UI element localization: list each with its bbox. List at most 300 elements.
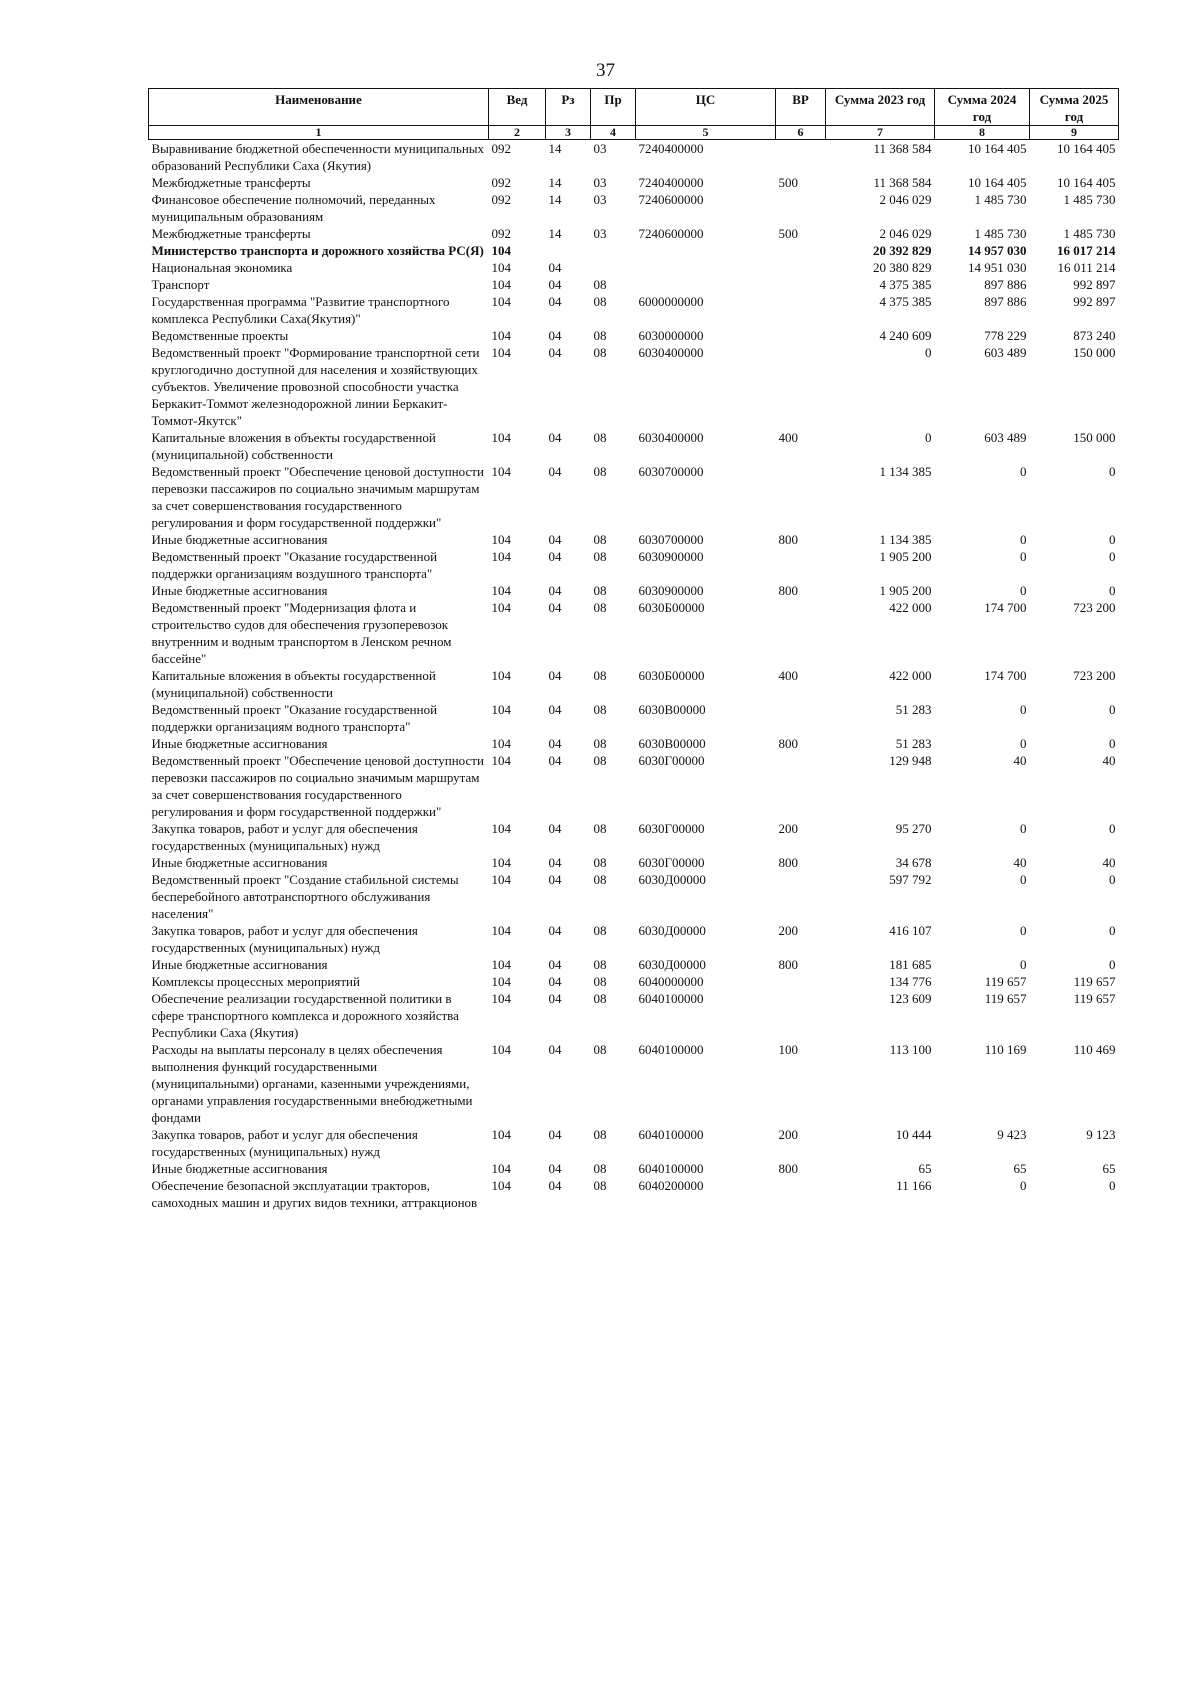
row-cs: 6040100000: [638, 991, 704, 1006]
row-ved: 104: [491, 1127, 511, 1142]
row-sum-2025: 110 469: [1073, 1042, 1116, 1057]
row-rz: 04: [548, 345, 562, 360]
row-sum-2024: 14 951 030: [968, 260, 1027, 275]
row-rz: 04: [548, 260, 562, 275]
row-name: Ведомственный проект "Модернизация флота и строительство судов для обеспечения грузоперевозок внутренним и водным транспортом в Ленском речном бассейне": [151, 600, 452, 666]
row-rz: 04: [548, 923, 562, 938]
row-name: Закупка товаров, работ и услуг для обеспечения государственных (муниципальных) нужд: [151, 821, 418, 853]
row-sum-2023: 0: [925, 345, 932, 360]
row-sum-2024: 0: [1020, 821, 1027, 836]
row-sum-2023: 134 776: [889, 974, 932, 989]
row-sum-2024: 10 164 405: [968, 141, 1027, 156]
row-vr: [776, 973, 826, 990]
row-rz: [546, 242, 591, 259]
row-name: Финансовое обеспечение полномочий, переданных муниципальным образованиям: [151, 192, 436, 224]
row-vr: [776, 1177, 826, 1211]
row-pr: 08: [593, 328, 607, 343]
col-number: 3: [546, 126, 591, 140]
row-sum-2023: 0: [925, 430, 932, 445]
row-pr: 08: [593, 464, 607, 479]
row-pr: 08: [593, 957, 607, 972]
table-row: [149, 242, 1119, 259]
row-sum-2023: 11 166: [896, 1178, 932, 1193]
row-name: Ведомственный проект "Формирование транспортной сети круглогодично доступной для населения и хозяйствующих субъектов. Увеличение провозной способности участка Беркакит-Томмот железнодорожной линии Беркакит-Томмот-Якутск": [151, 345, 480, 428]
row-sum-2024: 1 485 730: [974, 226, 1027, 241]
row-pr: 08: [593, 430, 607, 445]
row-ved: 104: [491, 583, 511, 598]
row-vr: 800: [778, 583, 798, 598]
row-sum-2023: 4 240 609: [879, 328, 932, 343]
row-sum-2023: 1 134 385: [879, 532, 932, 547]
row-cs: 6030Д00000: [638, 957, 706, 972]
table-row: [149, 735, 1119, 752]
row-sum-2023: 422 000: [889, 668, 932, 683]
row-sum-2025: 40: [1102, 753, 1116, 768]
row-pr: 08: [593, 736, 607, 751]
row-vr: 200: [778, 1127, 798, 1142]
row-sum-2024: 0: [1020, 872, 1027, 887]
row-sum-2025: 150 000: [1073, 430, 1116, 445]
row-cs: 6030900000: [638, 583, 704, 598]
row-vr: 800: [778, 736, 798, 751]
row-rz: 04: [548, 855, 562, 870]
row-sum-2024: 40: [1013, 753, 1027, 768]
row-sum-2025: 16 017 214: [1057, 243, 1116, 258]
row-ved: 092: [491, 141, 511, 156]
table-row: [149, 990, 1119, 1041]
row-vr: 800: [778, 957, 798, 972]
row-ved: 104: [491, 328, 511, 343]
col-header-sum-2024: Сумма 2024 год: [935, 89, 1030, 126]
row-ved: 104: [491, 1161, 511, 1176]
row-name: Иные бюджетные ассигнования: [151, 1161, 328, 1176]
row-vr: [776, 327, 826, 344]
row-sum-2025: 992 897: [1073, 277, 1116, 292]
row-vr: [776, 191, 826, 225]
row-sum-2023: 4 375 385: [879, 277, 932, 292]
row-name: Министерство транспорта и дорожного хозяйства РС(Я): [151, 243, 484, 258]
row-cs: [636, 276, 776, 293]
row-name: Иные бюджетные ассигнования: [151, 532, 328, 547]
row-cs: 6030Г00000: [638, 753, 705, 768]
row-ved: 104: [491, 668, 511, 683]
row-ved: 092: [491, 226, 511, 241]
table-header-row: [149, 89, 1119, 126]
row-sum-2025: 0: [1109, 923, 1116, 938]
col-header-sum-2025: Сумма 2025 год: [1030, 89, 1119, 126]
col-number: 4: [591, 126, 636, 140]
row-sum-2025: 0: [1109, 957, 1116, 972]
table-row: [149, 1126, 1119, 1160]
row-ved: 104: [491, 821, 511, 836]
row-rz: 04: [548, 821, 562, 836]
row-rz: 04: [548, 430, 562, 445]
row-name: Иные бюджетные ассигнования: [151, 736, 328, 751]
page-number: 37: [596, 60, 615, 81]
table-body: [149, 140, 1119, 1212]
table-row: [149, 225, 1119, 242]
col-header-rz: Рз: [546, 89, 591, 126]
row-name: Межбюджетные трансферты: [151, 226, 311, 241]
row-sum-2025: 119 657: [1073, 991, 1116, 1006]
row-cs: 6040100000: [638, 1127, 704, 1142]
row-sum-2024: 119 657: [984, 991, 1027, 1006]
row-rz: 04: [548, 872, 562, 887]
row-vr: 400: [778, 430, 798, 445]
row-sum-2023: 20 380 829: [873, 260, 932, 275]
col-number: 5: [636, 126, 776, 140]
table-row: [149, 667, 1119, 701]
row-sum-2023: 11 368 584: [873, 141, 932, 156]
row-ved: 104: [491, 974, 511, 989]
row-rz: 04: [548, 1042, 562, 1057]
row-sum-2024: 0: [1020, 464, 1027, 479]
row-sum-2025: 0: [1109, 464, 1116, 479]
table-row: [149, 1160, 1119, 1177]
row-name: Комплексы процессных мероприятий: [151, 974, 360, 989]
row-vr: 200: [778, 923, 798, 938]
row-name: Межбюджетные трансферты: [151, 175, 311, 190]
row-sum-2024: 603 489: [984, 430, 1027, 445]
row-name: Ведомственный проект "Обеспечение ценовой доступности перевозки пассажиров по социально значимым маршрутам за счет совершенствования государственного регулирования и форм государственной поддержки": [151, 464, 484, 530]
row-cs: 6030В00000: [638, 702, 706, 717]
row-name: Иные бюджетные ассигнования: [151, 957, 328, 972]
row-cs: 6040100000: [638, 1161, 704, 1176]
row-sum-2025: 0: [1109, 872, 1116, 887]
table-row: [149, 582, 1119, 599]
row-sum-2024: 40: [1013, 855, 1027, 870]
row-name: Обеспечение реализации государственной политики в сфере транспортного комплекса и дорожного хозяйства Республики Саха (Якутия): [151, 991, 459, 1040]
table-row: [149, 140, 1119, 175]
row-sum-2024: 778 229: [984, 328, 1027, 343]
row-pr: 08: [593, 702, 607, 717]
row-pr: 08: [593, 277, 607, 292]
row-pr: 08: [593, 549, 607, 564]
row-vr: 500: [778, 175, 798, 190]
col-header-pr: Пр: [591, 89, 636, 126]
row-sum-2023: 113 100: [889, 1042, 932, 1057]
row-vr: 800: [778, 855, 798, 870]
row-rz: 04: [548, 974, 562, 989]
row-pr: 08: [593, 821, 607, 836]
row-rz: 14: [548, 141, 562, 156]
row-sum-2024: 0: [1020, 583, 1027, 598]
row-rz: 04: [548, 464, 562, 479]
row-name: Обеспечение безопасной эксплуатации тракторов, самоходных машин и других видов техники, аттракционов: [151, 1178, 478, 1210]
row-pr: 08: [593, 991, 607, 1006]
row-sum-2025: 0: [1109, 1178, 1116, 1193]
row-pr: 08: [593, 1161, 607, 1176]
row-rz: 04: [548, 1178, 562, 1193]
table-row: [149, 854, 1119, 871]
table-row: [149, 701, 1119, 735]
row-vr: [776, 463, 826, 531]
row-pr: 08: [593, 294, 607, 309]
table-row: [149, 191, 1119, 225]
row-vr: [776, 599, 826, 667]
col-header-ved: Вед: [489, 89, 546, 126]
row-ved: 104: [491, 872, 511, 887]
row-sum-2023: 1 134 385: [879, 464, 932, 479]
row-sum-2024: 65: [1013, 1161, 1027, 1176]
row-ved: 104: [491, 702, 511, 717]
row-sum-2024: 1 485 730: [974, 192, 1027, 207]
col-number: 2: [489, 126, 546, 140]
row-name: Иные бюджетные ассигнования: [151, 855, 328, 870]
row-vr: [776, 548, 826, 582]
row-ved: 104: [491, 957, 511, 972]
row-ved: 104: [491, 923, 511, 938]
row-ved: 104: [491, 260, 511, 275]
row-vr: [776, 293, 826, 327]
row-name: Закупка товаров, работ и услуг для обеспечения государственных (муниципальных) нужд: [151, 1127, 418, 1159]
row-vr: [776, 344, 826, 429]
row-pr: 08: [593, 753, 607, 768]
row-name: Капитальные вложения в объекты государственной (муниципальной) собственности: [151, 668, 436, 700]
row-sum-2025: 0: [1109, 702, 1116, 717]
row-vr: [776, 276, 826, 293]
row-name: Иные бюджетные ассигнования: [151, 583, 328, 598]
table-row: [149, 922, 1119, 956]
table-row: [149, 973, 1119, 990]
table-row: [149, 1177, 1119, 1211]
row-rz: 04: [548, 1127, 562, 1142]
row-pr: 03: [593, 192, 607, 207]
row-sum-2024: 174 700: [984, 668, 1027, 683]
row-vr: 800: [778, 1161, 798, 1176]
row-sum-2024: 0: [1020, 702, 1027, 717]
row-cs: 6030700000: [638, 464, 704, 479]
table-row: [149, 752, 1119, 820]
row-ved: 104: [491, 464, 511, 479]
row-pr: [591, 259, 636, 276]
row-sum-2023: 20 392 829: [873, 243, 932, 258]
col-number: 9: [1030, 126, 1119, 140]
row-sum-2025: 873 240: [1073, 328, 1116, 343]
table-row: [149, 548, 1119, 582]
row-cs: 6030Г00000: [638, 821, 705, 836]
row-rz: 04: [548, 277, 562, 292]
row-cs: 6030400000: [638, 430, 704, 445]
row-sum-2023: 1 905 200: [879, 583, 932, 598]
table-row: [149, 463, 1119, 531]
row-sum-2025: 1 485 730: [1063, 226, 1116, 241]
col-header-name: Наименование: [149, 89, 489, 126]
row-cs: 6040200000: [638, 1178, 704, 1193]
row-sum-2025: 10 164 405: [1057, 175, 1116, 190]
row-ved: 104: [491, 294, 511, 309]
row-sum-2023: 95 270: [895, 821, 932, 836]
table-row: [149, 1041, 1119, 1126]
row-ved: 104: [491, 600, 511, 615]
row-pr: 08: [593, 974, 607, 989]
col-number: 1: [149, 126, 489, 140]
row-cs: 6030000000: [638, 328, 704, 343]
table-row: [149, 599, 1119, 667]
row-rz: 14: [548, 192, 562, 207]
row-rz: 04: [548, 1161, 562, 1176]
row-sum-2024: 14 957 030: [968, 243, 1027, 258]
row-rz: 04: [548, 600, 562, 615]
row-sum-2023: 181 685: [889, 957, 932, 972]
row-ved: 092: [491, 192, 511, 207]
row-sum-2024: 0: [1020, 957, 1027, 972]
row-cs: 6030В00000: [638, 736, 706, 751]
row-sum-2023: 65: [918, 1161, 932, 1176]
row-vr: 800: [778, 532, 798, 547]
row-vr: [776, 990, 826, 1041]
row-name: Капитальные вложения в объекты государственной (муниципальной) собственности: [151, 430, 436, 462]
row-sum-2024: 897 886: [984, 294, 1027, 309]
row-sum-2025: 1 485 730: [1063, 192, 1116, 207]
row-ved: 104: [491, 277, 511, 292]
table-row: [149, 820, 1119, 854]
row-cs: 6030400000: [638, 345, 704, 360]
col-header-sum-2023: Сумма 2023 год: [826, 89, 935, 126]
row-sum-2024: 0: [1020, 923, 1027, 938]
row-pr: 08: [593, 1042, 607, 1057]
table-row: [149, 327, 1119, 344]
row-sum-2024: 0: [1020, 549, 1027, 564]
row-sum-2025: 65: [1102, 1161, 1116, 1176]
row-sum-2023: 123 609: [889, 991, 932, 1006]
row-sum-2025: 992 897: [1073, 294, 1116, 309]
row-sum-2024: 110 169: [984, 1042, 1027, 1057]
row-cs: 6040000000: [638, 974, 704, 989]
row-rz: 04: [548, 702, 562, 717]
row-sum-2023: 2 046 029: [879, 226, 932, 241]
row-sum-2025: 16 011 214: [1057, 260, 1116, 275]
table-row: [149, 429, 1119, 463]
row-rz: 04: [548, 991, 562, 1006]
row-sum-2025: 0: [1109, 583, 1116, 598]
row-cs: 6000000000: [638, 294, 704, 309]
row-rz: 04: [548, 583, 562, 598]
col-number: 6: [776, 126, 826, 140]
row-pr: 03: [593, 175, 607, 190]
row-sum-2025: 0: [1109, 549, 1116, 564]
row-name: Ведомственные проекты: [151, 328, 289, 343]
table-row: [149, 344, 1119, 429]
row-ved: 104: [491, 243, 511, 258]
row-pr: 08: [593, 532, 607, 547]
row-cs: 7240400000: [638, 141, 704, 156]
row-name: Национальная экономика: [151, 260, 293, 275]
table-row: [149, 174, 1119, 191]
row-sum-2024: 10 164 405: [968, 175, 1027, 190]
row-ved: 092: [491, 175, 511, 190]
row-ved: 104: [491, 532, 511, 547]
row-sum-2025: 723 200: [1073, 668, 1116, 683]
row-sum-2025: 0: [1109, 736, 1116, 751]
row-name: Ведомственный проект "Оказание государственной поддержки организациям воздушного транспорта": [151, 549, 438, 581]
row-ved: 104: [491, 345, 511, 360]
row-sum-2023: 129 948: [889, 753, 932, 768]
col-number: 8: [935, 126, 1030, 140]
row-cs: [636, 259, 776, 276]
row-sum-2024: 119 657: [984, 974, 1027, 989]
row-pr: [591, 242, 636, 259]
row-ved: 104: [491, 1178, 511, 1193]
row-rz: 04: [548, 957, 562, 972]
row-cs: 7240600000: [638, 226, 704, 241]
row-cs: 6030Д00000: [638, 872, 706, 887]
row-pr: 08: [593, 600, 607, 615]
row-cs: [636, 242, 776, 259]
row-name: Государственная программа "Развитие транспортного комплекса Республики Саха(Якутия)": [151, 294, 450, 326]
row-name: Ведомственный проект "Создание стабильной системы бесперебойного автотранспортного обслуживания населения": [151, 872, 459, 921]
row-sum-2023: 1 905 200: [879, 549, 932, 564]
row-vr: [776, 871, 826, 922]
row-cs: 6030900000: [638, 549, 704, 564]
row-vr: [776, 140, 826, 175]
row-sum-2025: 119 657: [1073, 974, 1116, 989]
row-ved: 104: [491, 430, 511, 445]
row-vr: [776, 259, 826, 276]
row-pr: 08: [593, 583, 607, 598]
row-pr: 08: [593, 923, 607, 938]
row-sum-2023: 416 107: [889, 923, 932, 938]
row-pr: 03: [593, 141, 607, 156]
row-sum-2024: 603 489: [984, 345, 1027, 360]
budget-table: [148, 88, 1119, 1211]
row-vr: 200: [778, 821, 798, 836]
row-rz: 04: [548, 294, 562, 309]
row-sum-2023: 10 444: [895, 1127, 932, 1142]
row-cs: 6040100000: [638, 1042, 704, 1057]
row-sum-2025: 10 164 405: [1057, 141, 1116, 156]
column-number-row: [149, 126, 1119, 140]
row-sum-2023: 34 678: [895, 855, 932, 870]
row-sum-2023: 51 283: [895, 736, 932, 751]
row-ved: 104: [491, 855, 511, 870]
row-sum-2025: 0: [1109, 532, 1116, 547]
row-vr: [776, 242, 826, 259]
row-pr: 08: [593, 345, 607, 360]
row-sum-2024: 9 423: [997, 1127, 1027, 1142]
row-vr: [776, 701, 826, 735]
row-rz: 04: [548, 668, 562, 683]
row-sum-2024: 174 700: [984, 600, 1027, 615]
row-rz: 14: [548, 175, 562, 190]
row-pr: 08: [593, 872, 607, 887]
row-pr: 08: [593, 855, 607, 870]
col-header-vr: ВР: [776, 89, 826, 126]
row-ved: 104: [491, 991, 511, 1006]
row-sum-2023: 4 375 385: [879, 294, 932, 309]
row-cs: 6030Б00000: [638, 600, 705, 615]
row-sum-2024: 897 886: [984, 277, 1027, 292]
row-name: Ведомственный проект "Обеспечение ценовой доступности перевозки пассажиров по социально значимым маршрутам за счет совершенствования государственного регулирования и форм государственной поддержки": [151, 753, 484, 819]
row-sum-2023: 11 368 584: [873, 175, 932, 190]
row-rz: 04: [548, 753, 562, 768]
row-cs: 6030Д00000: [638, 923, 706, 938]
row-sum-2025: 150 000: [1073, 345, 1116, 360]
row-pr: 08: [593, 1127, 607, 1142]
row-sum-2025: 0: [1109, 821, 1116, 836]
row-sum-2024: 0: [1020, 736, 1027, 751]
row-sum-2023: 51 283: [895, 702, 932, 717]
row-vr: [776, 752, 826, 820]
row-rz: 04: [548, 736, 562, 751]
row-sum-2025: 40: [1102, 855, 1116, 870]
row-rz: 04: [548, 549, 562, 564]
row-rz: 04: [548, 532, 562, 547]
table-row: [149, 531, 1119, 548]
row-name: Ведомственный проект "Оказание государственной поддержки организациям водного транспорта": [151, 702, 438, 734]
col-number: 7: [826, 126, 935, 140]
row-vr: 500: [778, 226, 798, 241]
